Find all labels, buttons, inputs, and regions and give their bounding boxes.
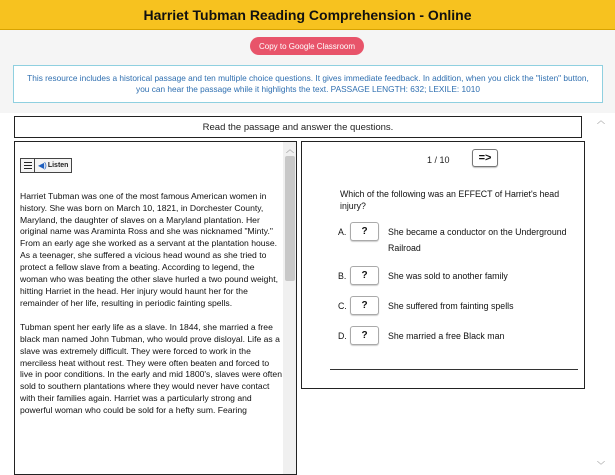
main-panel (0, 113, 615, 475)
menu-icon[interactable] (21, 159, 35, 172)
option-letter: B. (338, 271, 347, 281)
passage-panel (14, 141, 297, 475)
quiz-panel (301, 141, 585, 389)
option-text: She married a free Black man (388, 331, 505, 341)
chevron-up-icon[interactable]: ︿ (597, 115, 605, 125)
listen-button[interactable]: Listen (47, 161, 69, 169)
page-title: Harriet Tubman Reading Comprehension - Online (143, 6, 472, 23)
answer-choice-button-b[interactable]: ? (350, 266, 379, 285)
question-text: Which of the following was an EFFECT of Harriet's head injury? (340, 189, 560, 211)
chevron-up-icon[interactable]: ︿ (286, 144, 294, 154)
option-text: She suffered from fainting spells (388, 301, 514, 311)
answer-choice-button-c[interactable]: ? (350, 296, 379, 315)
passage-content (20, 150, 282, 429)
listen-toolbar (20, 158, 72, 173)
passage-scroll-thumb[interactable] (285, 156, 295, 281)
passage-scrollbar[interactable] (283, 142, 297, 475)
copy-to-google-classroom-button[interactable]: Copy to Google Classroom (250, 37, 364, 55)
resource-description: This resource includes a historical passage and ten multiple choice questions. It gives immediate feedback. In addition, when you click the "listen" button, you can hear the passage while it highlights the text. PASSAGE LENGTH: 632; LEXILE: 1010 (13, 65, 603, 103)
answer-choice-button-d[interactable]: ? (350, 326, 379, 345)
option-letter: A. (338, 227, 347, 237)
next-question-button[interactable]: => (472, 149, 498, 167)
option-letter: C. (338, 301, 347, 311)
feedback-divider (330, 369, 578, 370)
passage-paragraph: Tubman spent her early life as a slave. In 1844, she married a free black man named John Tubman, who would prove disloyal. Life as a slave was extremely difficult. They were forced to work in the merciless heat without rest. They were often beaten and forced to live in poor conditions. In the early and mid 1800's, slaves were often sold to southern plantations where they would never have contact with their families again. Harriet was a particularly strong and powerful woman who could be sold for a hefty sum. Fearing (20, 321, 282, 416)
option-text: She was sold to another family (388, 271, 508, 281)
answer-option-a (338, 222, 578, 256)
title-bar (0, 0, 615, 30)
option-letter: D. (338, 331, 347, 341)
chevron-down-icon[interactable]: ﹀ (597, 460, 605, 470)
option-text: She became a conductor on the Underground Railroad (388, 227, 567, 253)
answer-choice-button-a[interactable]: ? (350, 222, 379, 241)
answer-option-d (338, 326, 578, 344)
question-counter: 1 / 10 (427, 155, 450, 165)
passage-paragraph: Harriet Tubman was one of the most famous American women in history. She was born on March 10, 1821, in Dorchester County, Maryland, the daughter of slaves on a Maryland plantation. Her original name was Araminta Ross and she was nicknamed "Minty." From an early age she worked as a servant at the plantation house. As a teenager, she suffered a vicious head wound as she tried to protect a fellow slave from a beating. According to legend, the woman who was beating the other slave hurled a two pound weight, hitting Harriet in the head. Her injury would haunt her for the remainder of her life, resulting in periodic fainting spells. (20, 190, 278, 308)
instruction-banner: Read the passage and answer the questions. (14, 116, 582, 138)
speaker-icon[interactable]: ◀) (38, 160, 47, 170)
answer-option-b (338, 266, 578, 284)
answer-option-c (338, 296, 578, 314)
page-scrollbar[interactable] (591, 113, 611, 475)
